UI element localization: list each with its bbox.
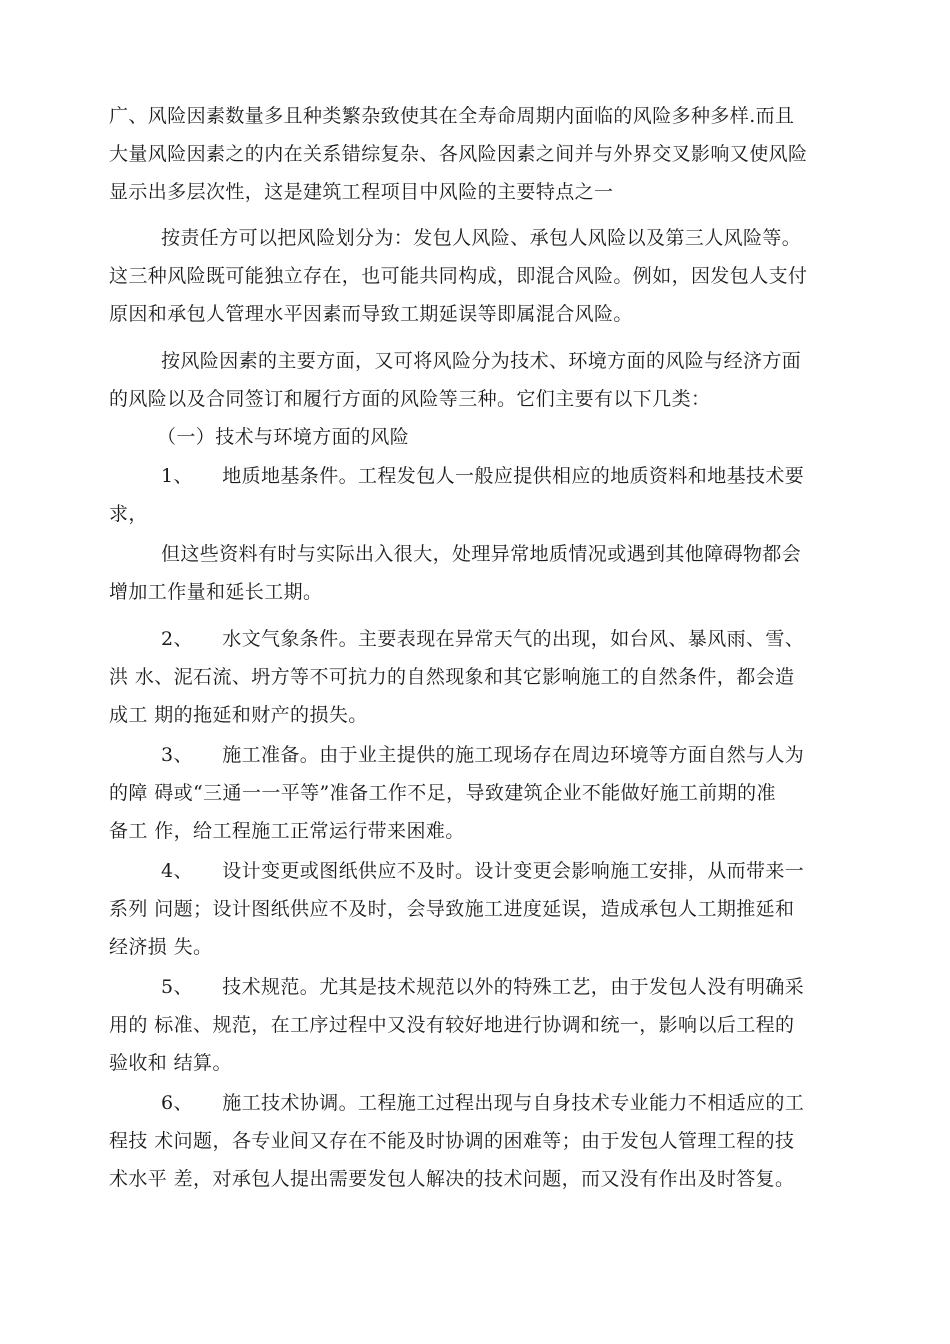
text-line: 备工 作，给工程施工正常运行带来困难。 — [109, 820, 465, 842]
text-line: 这三种风险既可能独立存在，也可能共同构成，即混合风险。例如，因发包人支付 — [109, 265, 808, 287]
text-line: 术水平 差，对承包人提出需要发包人解决的技术问题，而又没有作出及时答复。 — [109, 1168, 795, 1190]
text-line: 6、 施工技术协调。工程施工过程出现与自身技术专业能力不相适应的工 — [161, 1092, 805, 1114]
text-line: 5、 技术规范。尤其是技术规范以外的特殊工艺，由于发包人没有明确采 — [161, 976, 805, 998]
text-line: 成工 期的拖延和财产的损失。 — [109, 704, 368, 726]
text-line: 洪 水、泥石流、坍方等不可抗力的自然现象和其它影响施工的自然条件，都会造 — [109, 666, 795, 688]
text-line: 原因和承包人管理水平因素而导致工期延误等即属混合风险。 — [109, 303, 633, 325]
text-line: 大量风险因素之的内在关系错综复杂、各风险因素之间并与外界交叉影响又使风险 — [109, 143, 808, 165]
text-line: 增加工作量和延长工期。 — [109, 581, 323, 603]
text-line: 程技 术问题，各专业间又存在不能及时协调的困难等；由于发包人管理工程的技 — [109, 1130, 795, 1152]
text-line: 广、风险因素数量多且种类繁杂致使其在全寿命周期内面临的风险多种多样.而且 — [109, 105, 795, 127]
text-line: 3、 施工准备。由于业主提供的施工现场存在周边环境等方面自然与人为 — [161, 744, 805, 766]
text-line: 2、 水文气象条件。主要表现在异常天气的出现，如台风、暴风雨、雪、 — [161, 628, 805, 650]
text-line: 按风险因素的主要方面，又可将风险分为技术、环境方面的风险与经济方面 — [161, 350, 802, 372]
text-line: 4、 设计变更或图纸供应不及时。设计变更会影响施工安排，从而带来一 — [161, 860, 805, 882]
text-line: 验收和 结算。 — [109, 1052, 232, 1074]
text-line: 但这些资料有时与实际出入很大，处理异常地质情况或遇到其他障碍物都会 — [161, 543, 802, 565]
text-line: 的障 碍或“三通一一平等”准备工作不足，导致建筑企业不能做好施工前期的准 — [109, 782, 776, 804]
text-line: 求， — [109, 503, 148, 525]
text-line: 按责任方可以把风险划分为：发包人风险、承包人风险以及第三人风险等。 — [161, 227, 802, 249]
text-line: 1、 地质地基条件。工程发包人一般应提供相应的地质资料和地基技术要 — [161, 465, 805, 487]
section-heading: （一）技术与环境方面的风险 — [157, 426, 410, 448]
text-line: 的风险以及合同签订和履行方面的风险等三种。它们主要有以下几类： — [109, 388, 711, 410]
text-line: 系列 问题；设计图纸供应不及时，会导致施工进度延误，造成承包人工期推延和 — [109, 898, 795, 920]
text-line: 经济损 失。 — [109, 936, 213, 958]
text-line: 用的 标准、规范，在工序过程中又没有较好地进行协调和统一，影响以后工程的 — [109, 1014, 795, 1036]
text-line: 显示出多层次性，这是建筑工程项目中风险的主要特点之一 — [109, 181, 614, 203]
